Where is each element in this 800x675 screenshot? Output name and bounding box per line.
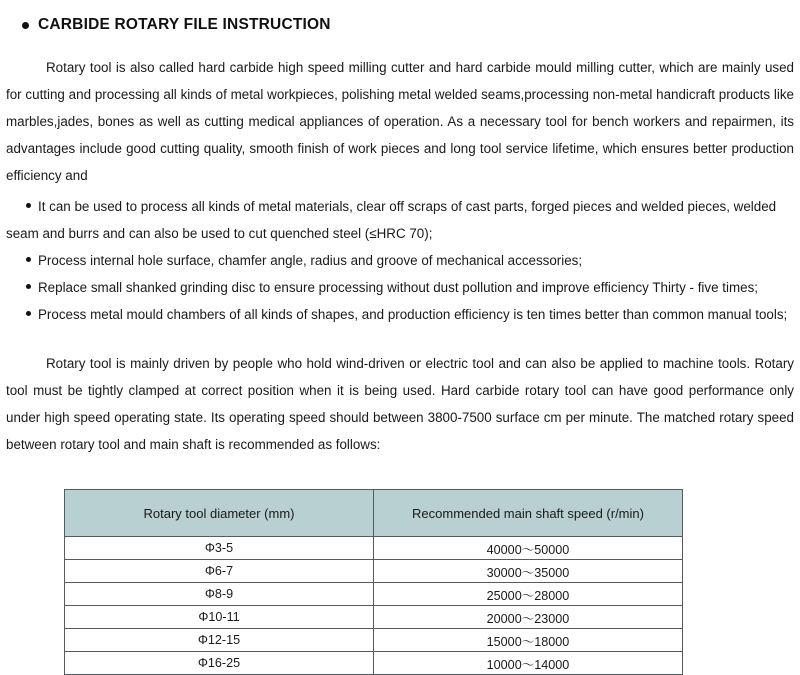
list-item-label: Replace small shanked grinding disc to ensure processing without dust pollution and improve efficiency Thirty - five times; [38, 279, 758, 295]
cell-speed: 40000～50000 [374, 537, 683, 560]
cell-speed: 15000～18000 [374, 629, 683, 652]
column-header-diameter: Rotary tool diameter (mm) [65, 490, 374, 537]
section-spacer [0, 328, 800, 350]
list-item-label: Process internal hole surface, chamfer angle, radius and groove of mechanical accessories; [38, 252, 583, 268]
table-row [65, 583, 683, 606]
page-title-text: CARBIDE ROTARY FILE INSTRUCTION [38, 16, 331, 34]
cell-diameter: Φ10-11 [65, 606, 374, 629]
table-body [65, 537, 683, 675]
cell-diameter: Φ12-15 [65, 629, 374, 652]
cell-speed: 10000～14000 [374, 652, 683, 675]
cell-speed: 20000～23000 [374, 606, 683, 629]
bullet-icon [26, 311, 31, 316]
intro-section [0, 45, 800, 189]
page-title [0, 10, 800, 34]
cell-speed: 25000～28000 [374, 583, 683, 606]
speed-table-container [64, 489, 682, 675]
list-item [0, 193, 800, 247]
bullet-icon [26, 284, 31, 289]
usage-paragraph: Rotary tool is mainly driven by people who hold wind-driven or electric tool and can also be applied to machine tools. Rotary tool must be tightly clamped at correct position when it is being used. Hard carbide rotary tool can have good performance only under high speed operating state. Its operating speed should between 3800-7500 surface cm per minute. The matched rotary speed between rotary tool and main shaft is recommended as follows: [6, 355, 794, 452]
bullet-icon [22, 22, 29, 29]
cell-diameter: Φ8-9 [65, 583, 374, 606]
table-row [65, 652, 683, 675]
list-item [0, 274, 800, 301]
table-row [65, 537, 683, 560]
cell-diameter: Φ16-25 [65, 652, 374, 675]
table-row [65, 606, 683, 629]
speed-table [64, 489, 683, 675]
table-header-row [65, 490, 683, 537]
list-item [0, 301, 800, 328]
list-item [0, 247, 800, 274]
cell-diameter: Φ6-7 [65, 560, 374, 583]
table-row [65, 629, 683, 652]
list-item-label: Process metal mould chambers of all kinds of shapes, and production efficiency is ten times better than common manual tools; [38, 306, 788, 322]
table-header [65, 490, 683, 537]
usage-section [0, 350, 800, 458]
list-item-label: It can be used to process all kinds of metal materials, clear off scraps of cast parts, forged pieces and welded pieces, welded seam and burrs and can also be used to cut quenched steel (≤HRC 70); [6, 198, 777, 241]
table-row [65, 560, 683, 583]
feature-list [0, 189, 800, 328]
cell-speed: 30000～35000 [374, 560, 683, 583]
bullet-icon [26, 203, 31, 208]
column-header-speed: Recommended main shaft speed (r/min) [374, 490, 683, 537]
document-page [0, 10, 800, 672]
cell-diameter: Φ3-5 [65, 537, 374, 560]
intro-paragraph: Rotary tool is also called hard carbide high speed milling cutter and hard carbide mould milling cutter, which are mainly used for cutting and processing all kinds of metal workpieces, polishing metal welded seams,processing non-metal handicraft products like marbles,jades, bones as well as cutting medical appliances of operation. As a necessary tool for bench workers and repairmen, its advantages include good cutting quality, smooth finish of work pieces and long tool service lifetime, which ensures better production efficiency and [6, 59, 794, 183]
bullet-icon [26, 257, 31, 262]
